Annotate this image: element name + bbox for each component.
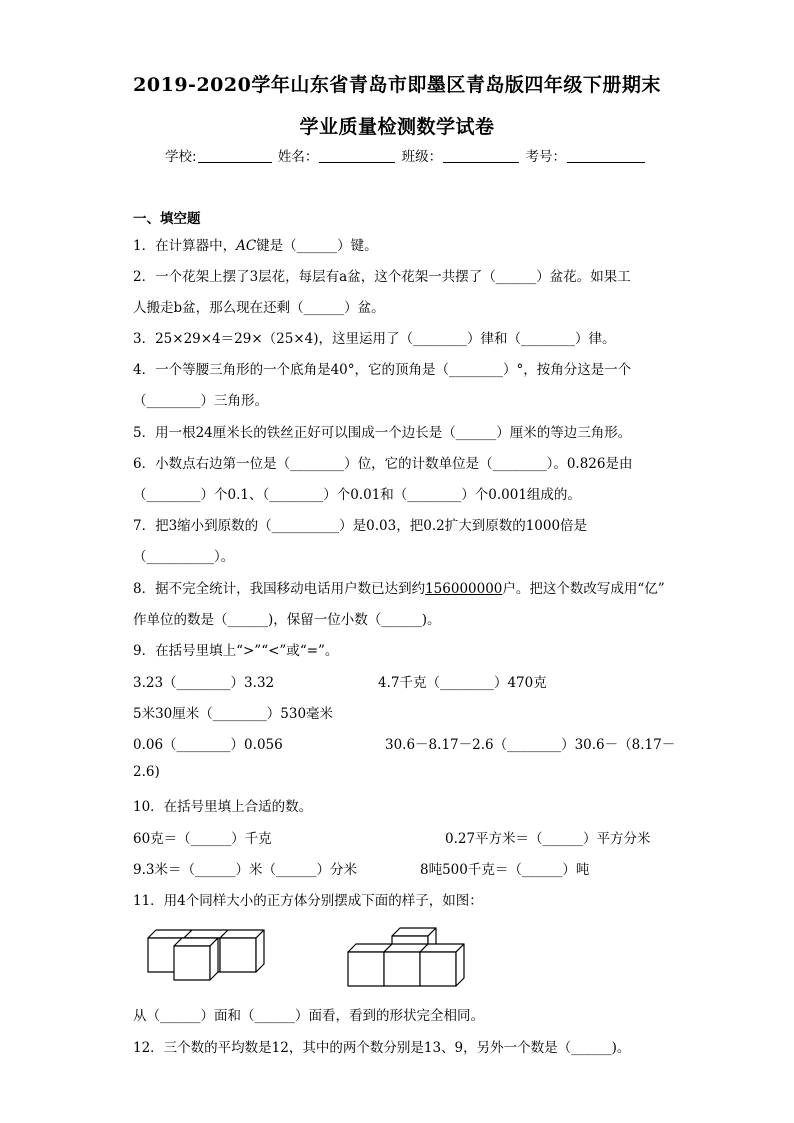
question-8-line2: 作单位的数是（______)，保留一位小数（______)。 [133,612,441,628]
name-label: 姓名： [277,149,319,165]
q10-item-c: 9.3米＝（______）米（______）分米 [133,862,357,878]
question-7-line1: 7．把3缩小到原数的（__________）是0.03，把0.2扩大到原数的1000倍是 [133,518,588,534]
question-4-line1: 4．一个等腰三角形的一个底角是40°，它的顶角是（________）°，按角分这是一个 [133,362,632,378]
question-8-line1 [133,577,665,597]
class-blank[interactable] [443,150,519,163]
question-2-line2: 人搬走b盆，那么现在还剩（______）盆。 [133,300,385,316]
class-label: 班级： [401,149,443,165]
school-label: 学校: [165,149,197,165]
question-10: 10．在括号里填上合适的数。 [133,799,313,815]
question-11-answer: 从（______）面和（______）面看，看到的形状完全相同。 [133,1008,484,1024]
exam-title-line1: 2019-2020学年山东省青岛市即墨区青岛版四年级下册期末 [133,74,661,96]
q9-item-e: 30.6－8.17－2.6（________）30.6－（8.17－ [385,737,676,753]
q1-text-c: 键是（______）键。 [256,238,378,254]
question-9: 9．在括号里填上“>”“<”或“=”。 [133,643,339,659]
section-heading: 一、填空题 [133,211,201,227]
question-12: 12．三个数的平均数是12，其中的两个数分别是13、9，另外一个数是（______)。 [133,1040,631,1056]
q10-item-d: 8吨500千克＝（______）吨 [420,862,590,878]
q9-item-a: 3.23（________）3.32 [133,675,275,691]
number-label: 考号： [525,149,566,165]
q8-text-a: 8．据不完全统计，我国移动电话用户数已达到约 [133,581,426,597]
exam-title-line2: 学业质量检测数学试卷 [299,116,495,138]
q9-item-c: 5米30厘米（________）530毫米 [133,706,334,722]
question-5: 5．用一根24厘米长的铁丝正好可以围成一个边长是（______）厘米的等边三角形。 [133,425,632,441]
q9-item-d: 0.06（________）0.056 [133,737,283,753]
student-info-row [165,145,647,165]
school-blank[interactable] [198,150,272,163]
question-4-line2: （________）三角形。 [133,393,268,409]
q9-item-b: 4.7千克（________）470克 [378,675,547,691]
question-6-line1: 6．小数点右边第一位是（________）位，它的计数单位是（________）。0.826是由 [133,456,633,472]
cube-arrangement-figure-2 [344,926,469,990]
question-3: 3．25×29×4＝29×（25×4)，这里运用了（________）律和（________）律。 [133,331,616,347]
question-7-line2: （__________）。 [133,549,235,565]
q10-item-a: 60克＝（______）千克 [133,831,272,847]
q9-item-e-cont: 2.6) [133,764,160,780]
q10-item-b: 0.27平方米＝（______）平方分米 [445,831,651,847]
q1-key: AC [236,238,257,254]
q8-text-c: 户。把这个数改写成用“亿” [502,581,665,597]
question-11: 11．用4个同样大小的正方体分别摆成下面的样子，如图： [133,893,483,909]
q8-number: 156000000 [425,581,503,597]
question-1 [133,234,378,254]
name-blank[interactable] [319,150,395,163]
q1-text-a: 1．在计算器中， [133,238,237,254]
number-blank[interactable] [567,150,645,163]
question-2-line1: 2．一个花架上摆了3层花，每层有a盆，这个花架一共摆了（______）盆花。如果工 [133,269,631,285]
cube-arrangement-figure-1 [140,922,270,984]
question-6-line2: （________）个0.1、（________）个0.01和（________）个0.001组成的。 [133,487,581,503]
